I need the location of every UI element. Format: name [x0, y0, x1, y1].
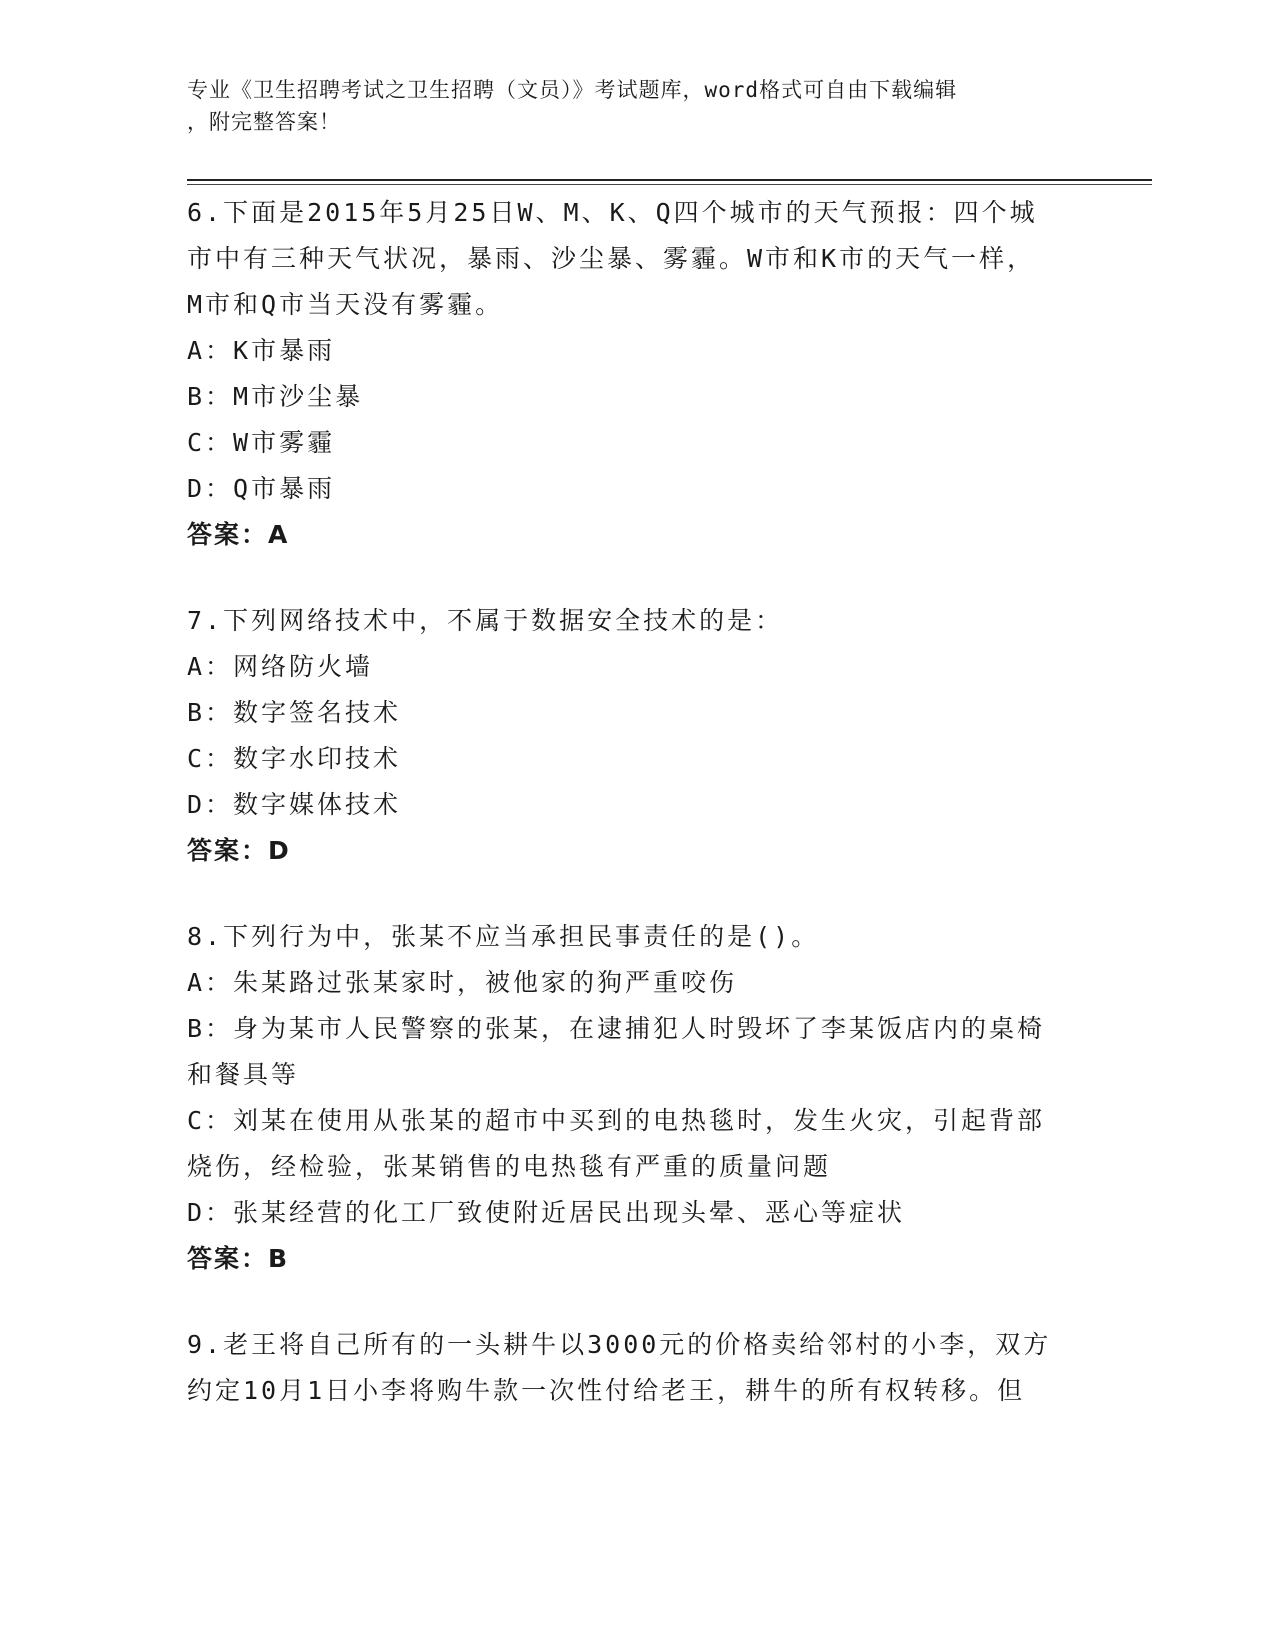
option-d: D：Q市暴雨: [187, 474, 336, 503]
question-stem-line: 约定10月1日小李将购牛款一次性付给老王，耕牛的所有权转移。但: [187, 1376, 1026, 1405]
option-b: B：M市沙尘暴: [187, 382, 364, 411]
question-stem-line: 市中有三种天气状况，暴雨、沙尘暴、雾霾。W市和K市的天气一样，: [187, 244, 1036, 273]
document-header: [187, 74, 1067, 138]
answer-label: 答案：D: [187, 836, 291, 865]
option-a: A：K市暴雨: [187, 336, 336, 365]
header-line-1: 专业《卫生招聘考试之卫生招聘（文员）》考试题库，word格式可自由下载编辑: [187, 78, 958, 102]
option-b: B：身为某市人民警察的张某，在逮捕犯人时毁坏了李某饭店内的桌椅: [187, 1014, 1046, 1043]
question-stem-line: 8.下列行为中，张某不应当承担民事责任的是()。: [187, 922, 820, 951]
option-c: C：W市雾霾: [187, 428, 336, 457]
header-line-2: ，附完整答案！: [187, 110, 341, 134]
header-divider-thin: [187, 184, 1152, 185]
option-c-continued: 烧伤，经检验，张某销售的电热毯有严重的质量问题: [187, 1152, 832, 1181]
option-d: D：数字媒体技术: [187, 790, 402, 819]
question-6: [187, 190, 1087, 558]
option-c: C：数字水印技术: [187, 744, 402, 773]
question-7: [187, 598, 1087, 874]
question-list: [187, 190, 1087, 1454]
answer-label: 答案：B: [187, 1244, 290, 1273]
option-b: B：数字签名技术: [187, 698, 402, 727]
question-stem-line: 6.下面是2015年5月25日W、M、K、Q四个城市的天气预报：四个城: [187, 198, 1038, 227]
question-9: [187, 1322, 1087, 1414]
option-a: A：朱某路过张某家时，被他家的狗严重咬伤: [187, 968, 738, 997]
option-a: A：网络防火墙: [187, 652, 374, 681]
option-d: D：张某经营的化工厂致使附近居民出现头晕、恶心等症状: [187, 1198, 906, 1227]
answer-label: 答案：A: [187, 520, 290, 549]
question-8: [187, 914, 1087, 1282]
question-stem-line: 7.下列网络技术中，不属于数据安全技术的是：: [187, 606, 784, 635]
option-c: C：刘某在使用从张某的超市中买到的电热毯时，发生火灾，引起背部: [187, 1106, 1046, 1135]
question-stem-line: M市和Q市当天没有雾霾。: [187, 290, 504, 319]
option-b-continued: 和餐具等: [187, 1060, 300, 1089]
question-stem-line: 9.老王将自己所有的一头耕牛以3000元的价格卖给邻村的小李，双方: [187, 1330, 1052, 1359]
header-divider-thick: [187, 179, 1152, 181]
